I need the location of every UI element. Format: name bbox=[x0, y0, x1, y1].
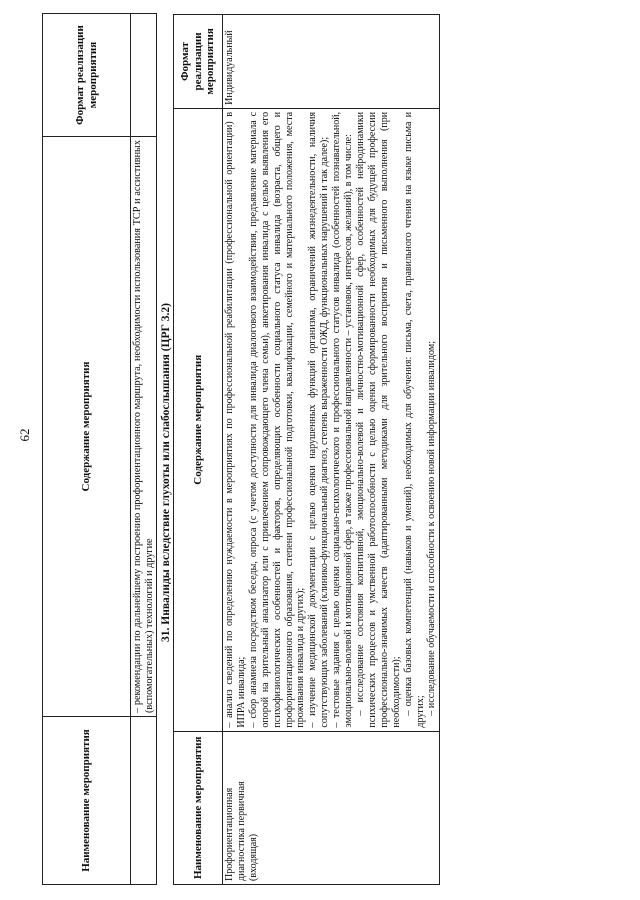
main-table bbox=[173, 14, 440, 885]
header-content: Содержание мероприятия bbox=[43, 137, 131, 717]
header-format: Формат реализации мероприятия bbox=[174, 15, 223, 109]
content-item: – сбор анамнеза посредством беседы, опроса (с учетом доступности для инвалида диалогового взаимодействия, предъявление материала с опорой на зрительный анализатор или с привлечением сопровождающего члена семьи), анкетирования инвалида с целью выявления его психофизиологических особенностей и факторов, определяющих особенности социального статуса инвалида (возраста, общего и профориентационного образования, степени профессиональной подготовки, квалификации, семейного и материального положения, места проживания инвалида и других); bbox=[247, 111, 307, 728]
content-item: – анализ сведений по определению нуждаемости в мероприятиях по профессиональной реабилитации (профессиональной ориентации) в ИПРА инвалида; bbox=[224, 111, 247, 728]
header-name: Наименование мероприятия bbox=[174, 731, 223, 884]
table-row bbox=[131, 14, 157, 885]
main-table-header-row bbox=[174, 15, 223, 885]
cell-content: – рекомендации по дальнейшему построению профориентационного маршрута, необходимости использования ТСР и ассистивных (вспомогательных) технологий и другие bbox=[131, 137, 157, 717]
top-table bbox=[42, 13, 157, 885]
header-name: Наименование мероприятия bbox=[43, 717, 131, 885]
section-title: 31. Инвалиды вследствие глухоты или слабослышания (ЦРГ 3.2) bbox=[160, 303, 172, 642]
cell-name bbox=[131, 717, 157, 885]
content-item: – тестовые задания с целью оценки социально-психологического и профессионального статусов инвалида (особенностей познавательной, эмоционально-волевой и мотивационной сфер, а также профессиональной направленности – установок, интересов, желаний), в том числе: bbox=[331, 111, 355, 728]
top-table-header-row bbox=[43, 14, 131, 885]
table-row bbox=[223, 15, 440, 885]
cell-name: Профориентационная диагностика первичная (входящая) bbox=[223, 731, 440, 884]
cell-format bbox=[131, 14, 157, 137]
content-item: – изучение медицинской документации с целью оценки нарушенных функций организма, ограничений жизнедеятельности, наличия сопутствующих заболеваний (клинико-функциональный диагноз, степень выраженности ОЖД, функциональных нарушений и так далее); bbox=[307, 111, 331, 728]
header-format: Формат реализации мероприятия bbox=[43, 14, 131, 137]
content-subitem: – оценка базовых компетенций (навыков и умений), необходимых для обучения: письма, счета, правильного чтения на языке письма и других; bbox=[402, 111, 426, 728]
header-content: Содержание мероприятия bbox=[174, 108, 223, 731]
cell-content bbox=[223, 108, 440, 731]
content-subitem: – исследование обучаемости и способности к освоению новой информации инвалидом; bbox=[426, 341, 438, 716]
content-subitem: – исследование состояния когнитивной, эмоционально-волевой и личностно-мотивационной сфер, особенностей нейродинамики психических процессов и умственной работоспособности с целью оценки сформированности необходимых для будущей профессии профессионально-значимых качеств (адаптированными методиками для зрительного восприятия и письменного выполнения (при необходимости); bbox=[354, 111, 402, 728]
page-number: 62 bbox=[17, 428, 32, 442]
cell-format: Индивидуальный bbox=[223, 15, 440, 109]
